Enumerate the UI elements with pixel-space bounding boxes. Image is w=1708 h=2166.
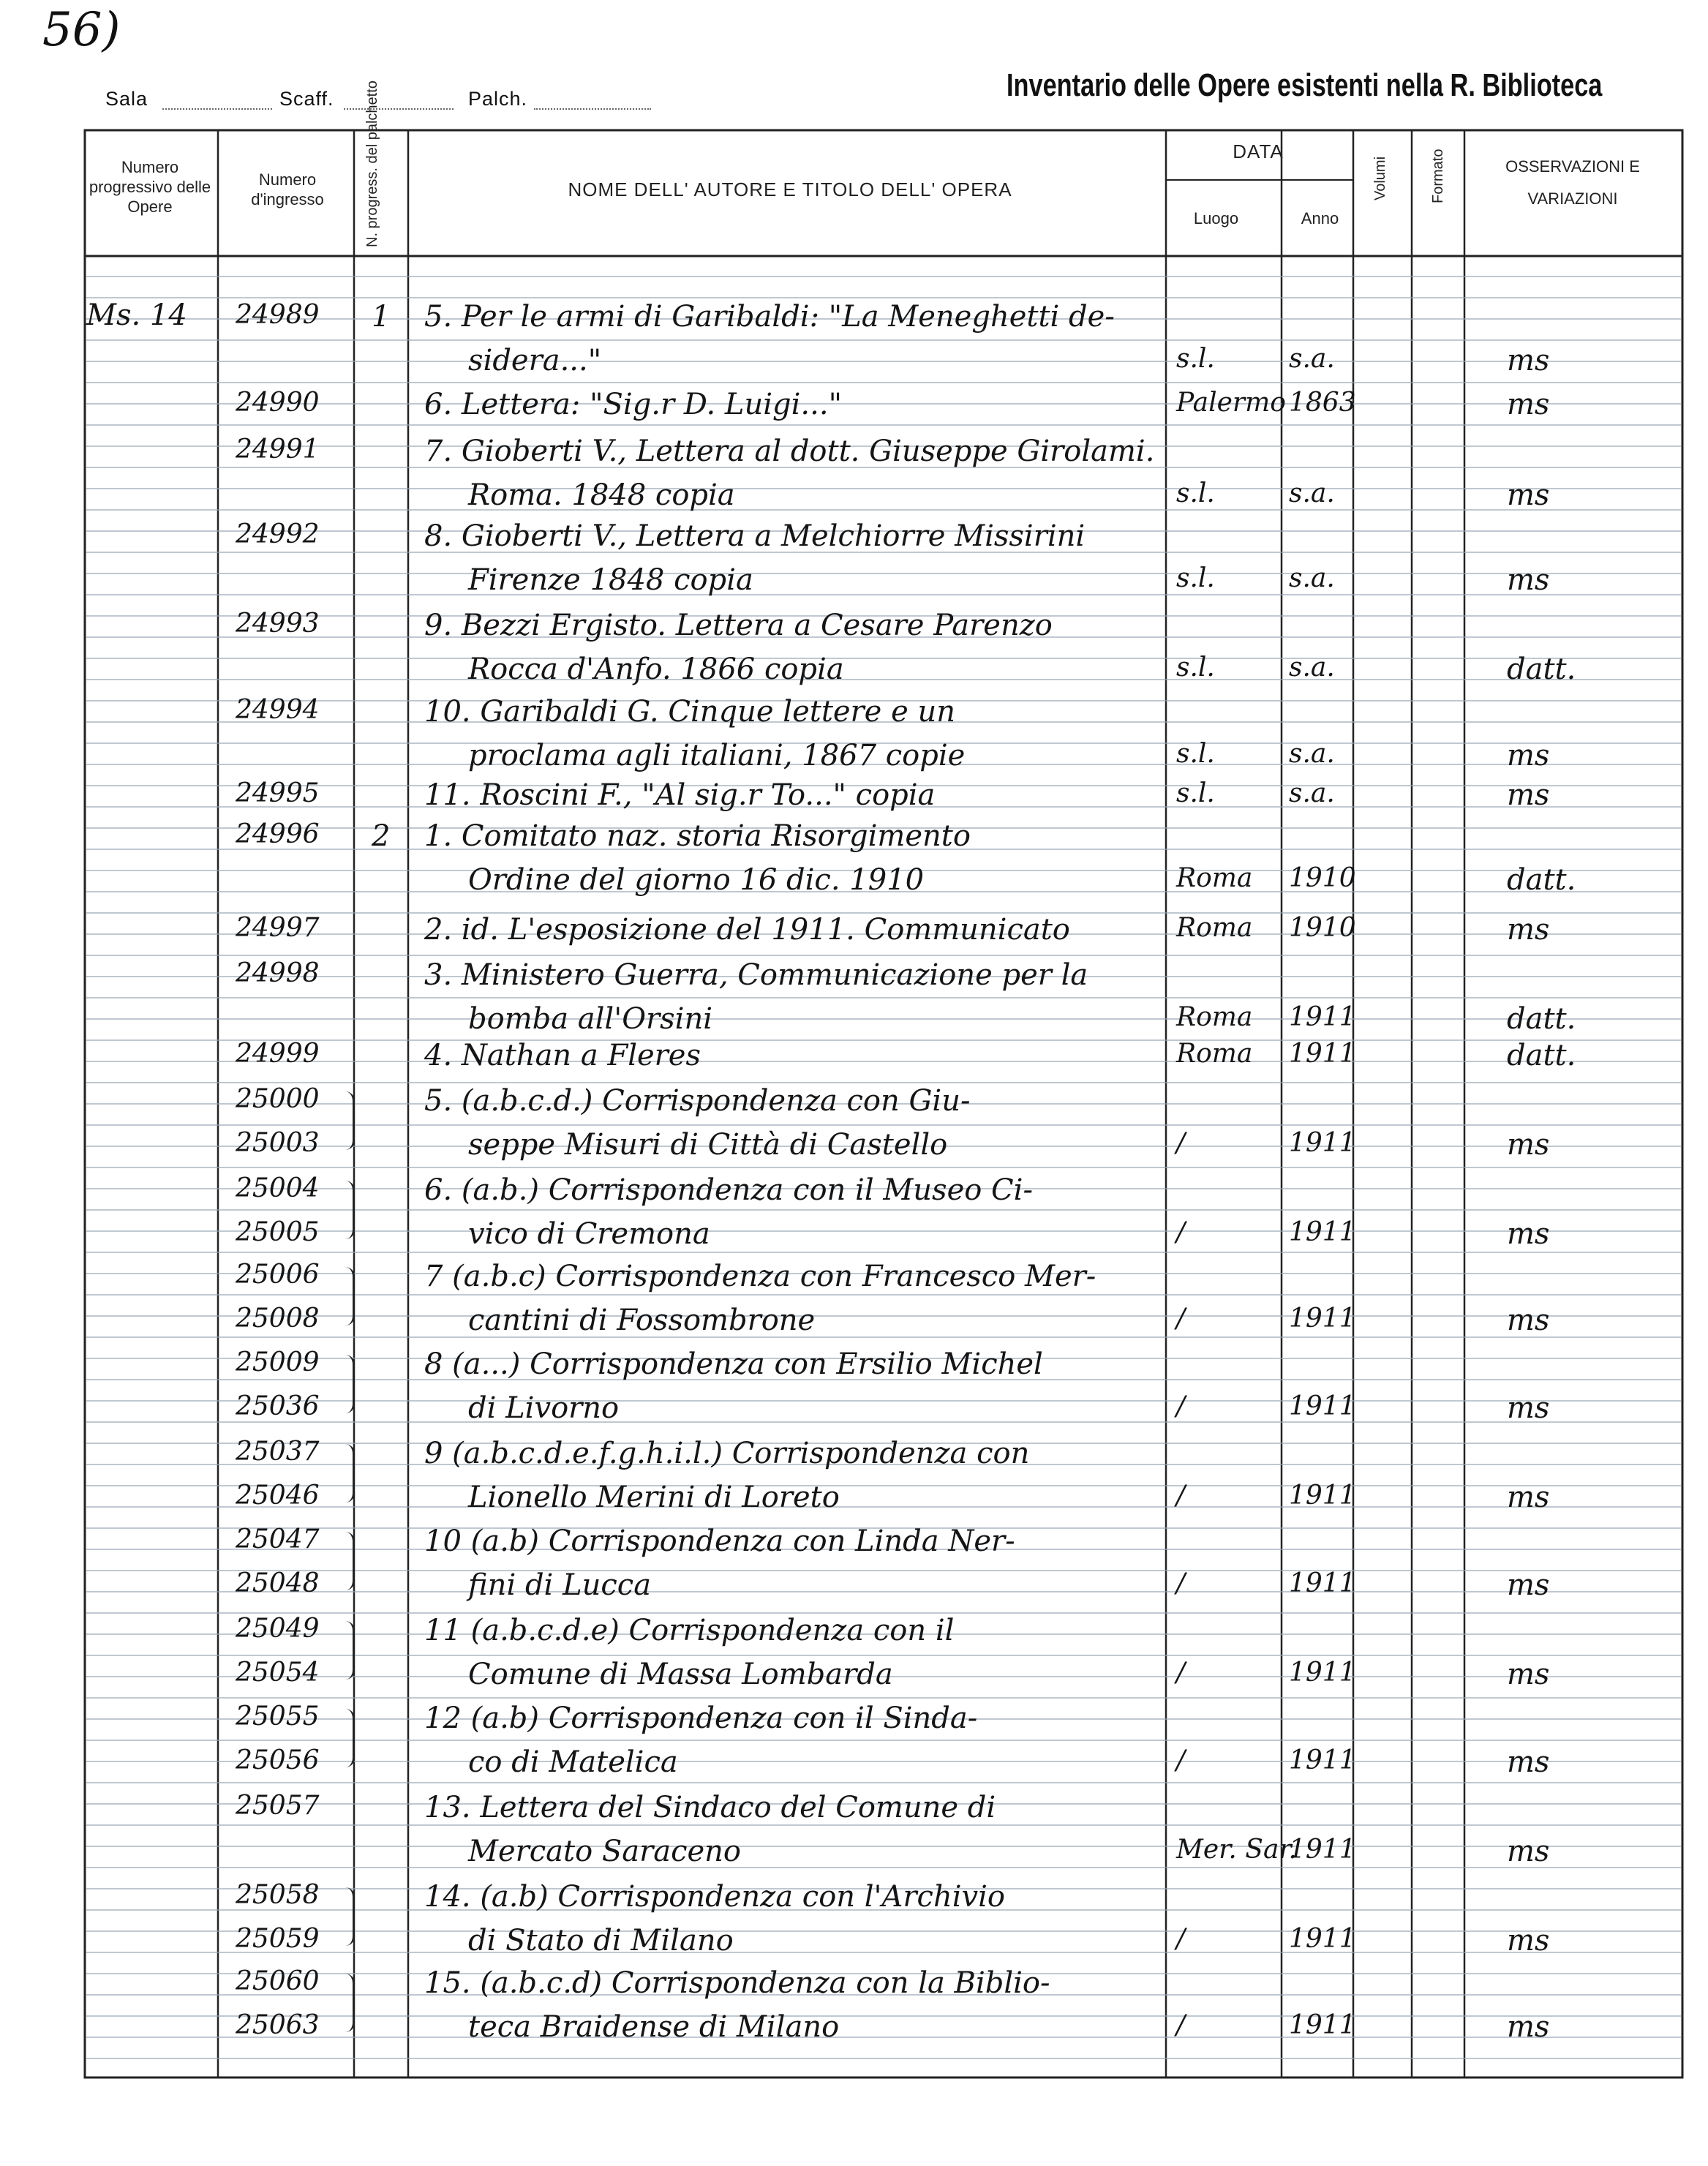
entry-title-line2: sidera..."	[468, 344, 602, 377]
entry-osservazioni: datt.	[1507, 1002, 1576, 1036]
entry-anno: 1911	[1289, 1658, 1356, 1688]
entry-osservazioni: ms	[1507, 388, 1550, 421]
entry-anno: 1911	[1289, 1217, 1356, 1247]
entry-title-line1: 7 (a.b.c) Corrispondenza con Francesco Mer-	[424, 1260, 1096, 1293]
entry-osservazioni: ms	[1507, 913, 1550, 947]
entry-anno: 1911	[1289, 1481, 1356, 1511]
entry-title-line2: bomba all'Orsini	[468, 1002, 713, 1036]
entry-anno: 1910	[1289, 863, 1356, 893]
entry-anno: 1911	[1289, 1835, 1356, 1865]
entry-title-line2: Ordine del giorno 16 dic. 1910	[468, 863, 925, 897]
entry-anno: s.a.	[1289, 344, 1335, 374]
entry-ingresso: 24989	[236, 300, 320, 330]
entry-osservazioni: ms	[1507, 1658, 1550, 1691]
entry-title-line2: Roma. 1848 copia	[468, 478, 735, 512]
entry-ingresso-end: 25063	[236, 2010, 320, 2040]
entry-luogo: s.l.	[1176, 739, 1215, 769]
entry-osservazioni: datt.	[1507, 863, 1576, 897]
entry-ingresso: 25037	[236, 1437, 320, 1467]
entry-luogo: /	[1176, 2010, 1186, 2040]
entry-luogo: Roma	[1176, 863, 1253, 893]
col-header-numero-progressivo: Numero progressivo delle Opere	[89, 158, 211, 216]
entry-palchetto: 1	[372, 300, 391, 334]
entry-title-line1: 14. (a.b) Corrispondenza con l'Archivio	[424, 1880, 1005, 1914]
entry-ingresso: 24997	[236, 913, 320, 943]
range-brace	[345, 1709, 355, 1767]
entry-title-line1: 15. (a.b.c.d) Corrispondenza con la Biblio-	[424, 1966, 1050, 2000]
entry-osservazioni: ms	[1507, 739, 1550, 772]
entry-palchetto: 2	[372, 819, 391, 853]
entry-title-line1: 5. (a.b.c.d.) Corrispondenza con Giu-	[424, 1084, 971, 1118]
entry-anno: s.a.	[1289, 778, 1335, 808]
entry-osservazioni: ms	[1507, 1924, 1550, 1958]
entry-osservazioni: ms	[1507, 1745, 1550, 1779]
entry-title-line1: 8 (a...) Corrispondenza con Ersilio Michel	[424, 1347, 1043, 1381]
entry-title-line2: Rocca d'Anfo. 1866 copia	[468, 653, 844, 686]
range-brace	[345, 1532, 355, 1590]
col-header-volumi: Volumi	[1372, 156, 1388, 200]
entry-luogo: Mer. Sar.	[1176, 1835, 1298, 1865]
entry-ingresso: 24993	[236, 609, 320, 639]
entry-osservazioni: ms	[1507, 2010, 1550, 2044]
entry-luogo: /	[1176, 1568, 1186, 1598]
entry-luogo: /	[1176, 1128, 1186, 1158]
entry-ingresso: 25004	[236, 1173, 320, 1203]
entry-osservazioni: ms	[1507, 563, 1550, 597]
entry-title-line2: proclama agli italiani, 1867 copie	[468, 739, 966, 772]
page-number: 56)	[42, 3, 121, 57]
entry-anno: 1911	[1289, 1745, 1356, 1775]
entry-ingresso-end: 25003	[236, 1128, 320, 1158]
entry-ingresso: 24990	[236, 388, 320, 418]
entry-title-line2: cantini di Fossombrone	[468, 1304, 816, 1337]
col-header-osservazioni: OSSERVAZIONI E VARIAZIONI	[1505, 157, 1640, 208]
entry-osservazioni: ms	[1507, 344, 1550, 377]
entry-osservazioni: ms	[1507, 1481, 1550, 1514]
entry-ingresso: 25009	[236, 1347, 320, 1377]
entry-ingresso: 24996	[236, 819, 320, 849]
entry-ingresso: 25049	[236, 1614, 320, 1644]
shelfmark: Ms. 14	[86, 298, 187, 332]
entry-title-line2: di Livorno	[468, 1391, 620, 1425]
entry-luogo: /	[1176, 1658, 1186, 1688]
entry-ingresso: 25060	[236, 1966, 320, 1996]
entry-title-line2: seppe Misuri di Città di Castello	[468, 1128, 948, 1162]
entry-title-line2: Firenze 1848 copia	[468, 563, 753, 597]
entry-title-line2: fini di Lucca	[468, 1568, 652, 1602]
entry-anno: 1911	[1289, 1128, 1356, 1158]
entry-ingresso-end: 25036	[236, 1391, 320, 1421]
entry-luogo: /	[1176, 1481, 1186, 1511]
entry-title-line1: 11. Roscini F., "Al sig.r To..." copia	[424, 778, 936, 812]
range-brace	[345, 1621, 355, 1680]
entry-osservazioni: ms	[1507, 778, 1550, 812]
entry-anno: 1911	[1289, 1304, 1356, 1334]
entry-title-line1: 11 (a.b.c.d.e) Corrispondenza con il	[424, 1614, 955, 1647]
entry-ingresso-end: 25056	[236, 1745, 320, 1775]
range-brace	[345, 1267, 355, 1325]
entry-title-line2: Mercato Saraceno	[468, 1835, 742, 1868]
entry-osservazioni: ms	[1507, 1128, 1550, 1162]
entry-anno: 1911	[1289, 2010, 1356, 2040]
entry-title-line1: 1. Comitato naz. storia Risorgimento	[424, 819, 971, 853]
entry-anno: 1911	[1289, 1924, 1356, 1954]
entry-anno: 1911	[1289, 1002, 1356, 1032]
entry-ingresso: 25047	[236, 1524, 320, 1554]
entry-osservazioni: ms	[1507, 478, 1550, 512]
entry-ingresso: 24991	[236, 435, 320, 465]
entry-title-line2: di Stato di Milano	[468, 1924, 734, 1958]
entry-title-line1: 9 (a.b.c.d.e.f.g.h.i.l.) Corrispondenza con	[424, 1437, 1030, 1470]
entry-anno: 1911	[1289, 1391, 1356, 1421]
entry-osservazioni: ms	[1507, 1568, 1550, 1602]
entry-title-line2: vico di Cremona	[468, 1217, 710, 1251]
col-header-progress-palchetto: N. progress. del palchetto	[364, 80, 380, 247]
entry-osservazioni: datt.	[1507, 653, 1576, 686]
entry-luogo: s.l.	[1176, 778, 1215, 808]
col-header-formato: Formato	[1430, 148, 1446, 203]
range-brace	[345, 1181, 355, 1239]
col-header-numero-ingresso: Numero d'ingresso	[251, 170, 324, 208]
entry-ingresso: 25058	[236, 1880, 320, 1910]
entry-luogo: s.l.	[1176, 563, 1215, 593]
entry-title-line1: 10 (a.b) Corrispondenza con Linda Ner-	[424, 1524, 1015, 1558]
entry-luogo: /	[1176, 1924, 1186, 1954]
entry-anno: s.a.	[1289, 739, 1335, 769]
entry-title-line1: 4. Nathan a Fleres	[424, 1039, 701, 1072]
palch-label: Palch.	[468, 88, 528, 110]
entry-title-line1: 10. Garibaldi G. Cinque lettere e un	[424, 695, 955, 729]
entry-anno: 1863	[1289, 388, 1356, 418]
entry-ingresso: 24992	[236, 519, 320, 549]
entry-title-line2: Comune di Massa Lombarda	[468, 1658, 893, 1691]
entry-ingresso: 24999	[236, 1039, 320, 1069]
entry-anno: 1910	[1289, 913, 1356, 943]
entry-osservazioni: datt.	[1507, 1039, 1576, 1072]
entry-luogo: /	[1176, 1745, 1186, 1775]
sala-label: Sala	[105, 88, 148, 110]
entry-anno: s.a.	[1289, 653, 1335, 682]
entry-osservazioni: ms	[1507, 1217, 1550, 1251]
entry-title-line1: 5. Per le armi di Garibaldi: "La Meneghetti de-	[424, 300, 1115, 334]
entry-ingresso-end: 25048	[236, 1568, 320, 1598]
entry-luogo: /	[1176, 1304, 1186, 1334]
entry-title-line1: 9. Bezzi Ergisto. Lettera a Cesare Parenzo	[424, 609, 1053, 642]
entry-title-line2: teca Braidense di Milano	[468, 2010, 840, 2044]
entry-ingresso-end: 25008	[236, 1304, 320, 1334]
entry-luogo: Roma	[1176, 1039, 1253, 1069]
entry-ingresso: 25057	[236, 1791, 320, 1821]
entry-anno: s.a.	[1289, 478, 1335, 508]
entry-ingresso: 25055	[236, 1701, 320, 1731]
entry-anno: 1911	[1289, 1039, 1356, 1069]
entry-osservazioni: ms	[1507, 1304, 1550, 1337]
entry-luogo: Roma	[1176, 1002, 1253, 1032]
entry-title-line1: 3. Ministero Guerra, Communicazione per la	[424, 958, 1088, 992]
entry-osservazioni: ms	[1507, 1835, 1550, 1868]
entry-title-line1: 12 (a.b) Corrispondenza con il Sinda-	[424, 1701, 978, 1735]
entry-ingresso-end: 25054	[236, 1658, 320, 1688]
entry-ingresso: 25006	[236, 1260, 320, 1290]
entry-luogo: /	[1176, 1217, 1186, 1247]
entry-ingresso-end: 25005	[236, 1217, 320, 1247]
col-header-luogo: Luogo	[1193, 209, 1239, 227]
col-header-autore-titolo: NOME DELL' AUTORE E TITOLO DELL' OPERA	[568, 178, 1012, 200]
entry-luogo: s.l.	[1176, 478, 1215, 508]
entry-ingresso: 24995	[236, 778, 320, 808]
entry-title-line1: 2. id. L'esposizione del 1911. Communicato	[424, 913, 1070, 947]
entry-title-line1: 6. Lettera: "Sig.r D. Luigi..."	[424, 388, 842, 421]
entry-anno: 1911	[1289, 1568, 1356, 1598]
range-brace	[345, 1974, 355, 2032]
scaff-label: Scaff.	[279, 88, 334, 110]
entry-ingresso: 24994	[236, 695, 320, 725]
range-brace	[345, 1091, 355, 1150]
col-header-anno: Anno	[1301, 209, 1339, 227]
range-brace	[345, 1444, 355, 1503]
range-brace	[345, 1355, 355, 1413]
entry-title-line1: 8. Gioberti V., Lettera a Melchiorre Missirini	[424, 519, 1086, 553]
range-brace	[345, 1887, 355, 1946]
entry-ingresso-end: 25046	[236, 1481, 320, 1511]
col-header-data: DATA	[1233, 140, 1284, 162]
entry-ingresso: 25000	[236, 1084, 320, 1114]
entry-title-line1: 13. Lettera del Sindaco del Comune di	[424, 1791, 996, 1824]
entry-luogo: Roma	[1176, 913, 1253, 943]
entry-ingresso: 24998	[236, 958, 320, 988]
inventory-title: Inventario delle Opere esistenti nella R. Biblioteca	[1007, 67, 1603, 103]
entry-ingresso-end: 25059	[236, 1924, 320, 1954]
entry-title-line2: Lionello Merini di Loreto	[468, 1481, 840, 1514]
entry-luogo: s.l.	[1176, 344, 1215, 374]
entry-luogo: /	[1176, 1391, 1186, 1421]
entry-luogo: s.l.	[1176, 653, 1215, 682]
entry-osservazioni: ms	[1507, 1391, 1550, 1425]
entry-title-line1: 6. (a.b.) Corrispondenza con il Museo Ci-	[424, 1173, 1033, 1207]
entry-luogo: Palermo	[1176, 388, 1286, 418]
entry-title-line2: co di Matelica	[468, 1745, 678, 1779]
entry-title-line1: 7. Gioberti V., Lettera al dott. Giuseppe Girolami.	[424, 435, 1155, 468]
entry-anno: s.a.	[1289, 563, 1335, 593]
